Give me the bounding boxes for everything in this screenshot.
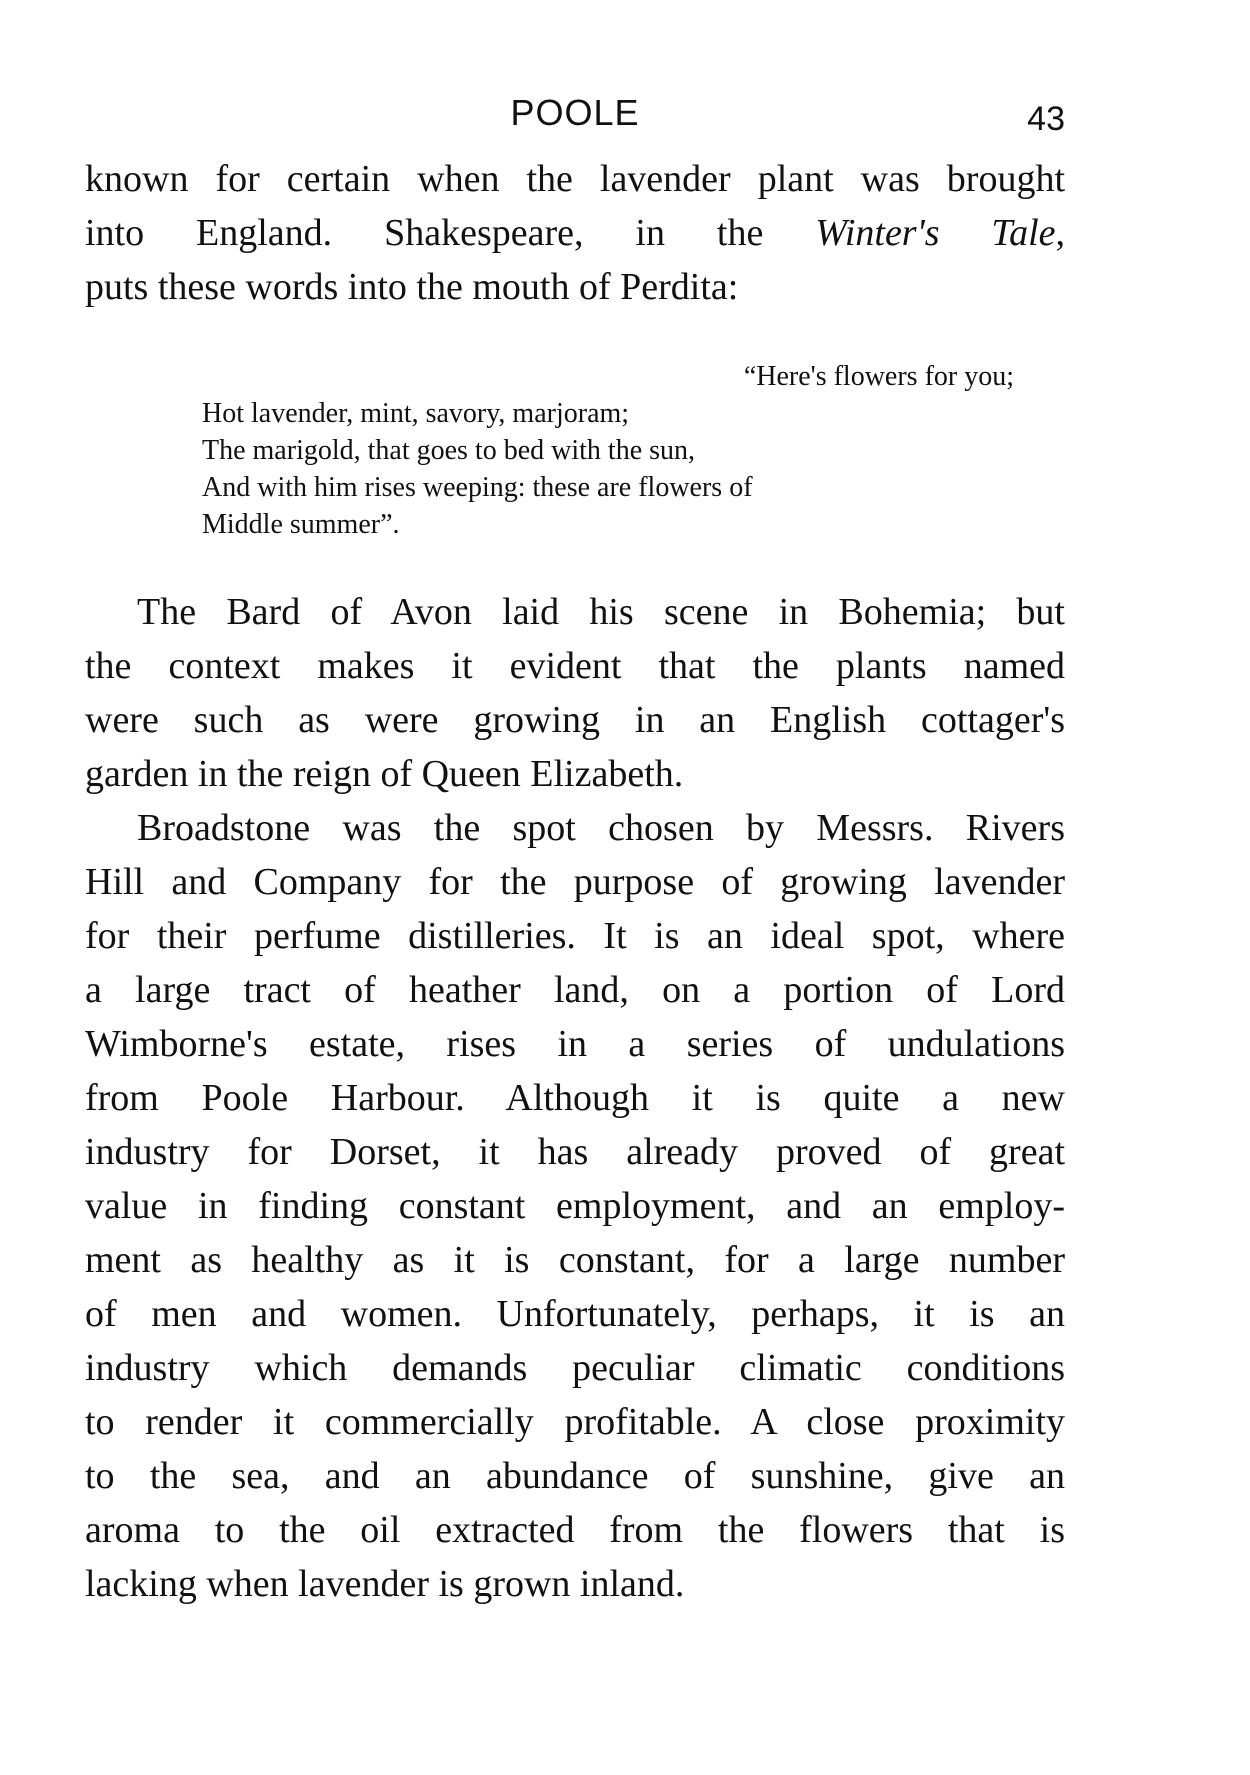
paragraph-2 (85, 585, 1065, 801)
text-line: industry which demands peculiar climatic conditions (85, 1347, 1065, 1389)
running-head (85, 92, 1065, 142)
verse-quotation (202, 358, 1022, 543)
text-line: of men and women. Unfortunately, perhaps, it is an (85, 1293, 1065, 1335)
text-line: from Poole Harbour. Although it is quite a new (85, 1077, 1065, 1119)
text-line: aroma to the oil extracted from the flowers that is (85, 1509, 1065, 1551)
text-line: known for certain when the lavender plant was brought (85, 158, 1065, 200)
text-line: Hill and Company for the purpose of growing lavender (85, 861, 1065, 903)
verse-line: Middle summer”. (202, 509, 400, 540)
verse-line: And with him rises weeping: these are flowers of (202, 472, 753, 503)
paragraph-3 (85, 801, 1065, 1611)
page-number: 43 (1027, 100, 1065, 138)
text-line: for their perfume distilleries. It is an ideal spot, where (85, 915, 1065, 957)
text-line: the context makes it evident that the plants named (85, 645, 1065, 687)
text-line: were such as were growing in an English cottager's (85, 699, 1065, 741)
text-line: The Bard of Avon laid his scene in Bohemia; but (137, 591, 1065, 633)
text-line: value in finding constant employment, and an employ- (85, 1185, 1065, 1227)
text-line: ment as healthy as it is constant, for a large number (85, 1239, 1065, 1281)
text-line: to the sea, and an abundance of sunshine, give an (85, 1455, 1065, 1497)
text-line: lacking when lavender is grown inland. (85, 1563, 685, 1605)
text-run: , (1055, 212, 1066, 254)
paragraph-1 (85, 152, 1065, 314)
text-line: a large tract of heather land, on a portion of Lord (85, 969, 1065, 1011)
text-line: Wimborne's estate, rises in a series of undulations (85, 1023, 1065, 1065)
text-line: puts these words into the mouth of Perdita: (85, 266, 739, 308)
text-run: into England. Shakespeare, in the (85, 212, 816, 254)
text-line: to render it commercially profitable. A close proximity (85, 1401, 1065, 1443)
text-line (85, 206, 1065, 260)
text-line: garden in the reign of Queen Elizabeth. (85, 753, 684, 795)
play-title: Winter's Tale (815, 212, 1056, 254)
text-line: Broadstone was the spot chosen by Messrs. Rivers (137, 807, 1065, 849)
running-title: POOLE (510, 92, 640, 133)
verse-line: “Here's flowers for you; (743, 361, 1014, 392)
verse-line: Hot lavender, mint, savory, marjoram; (202, 398, 630, 429)
text-line: industry for Dorset, it has already proved of great (85, 1131, 1065, 1173)
verse-line: The marigold, that goes to bed with the sun, (202, 435, 696, 466)
